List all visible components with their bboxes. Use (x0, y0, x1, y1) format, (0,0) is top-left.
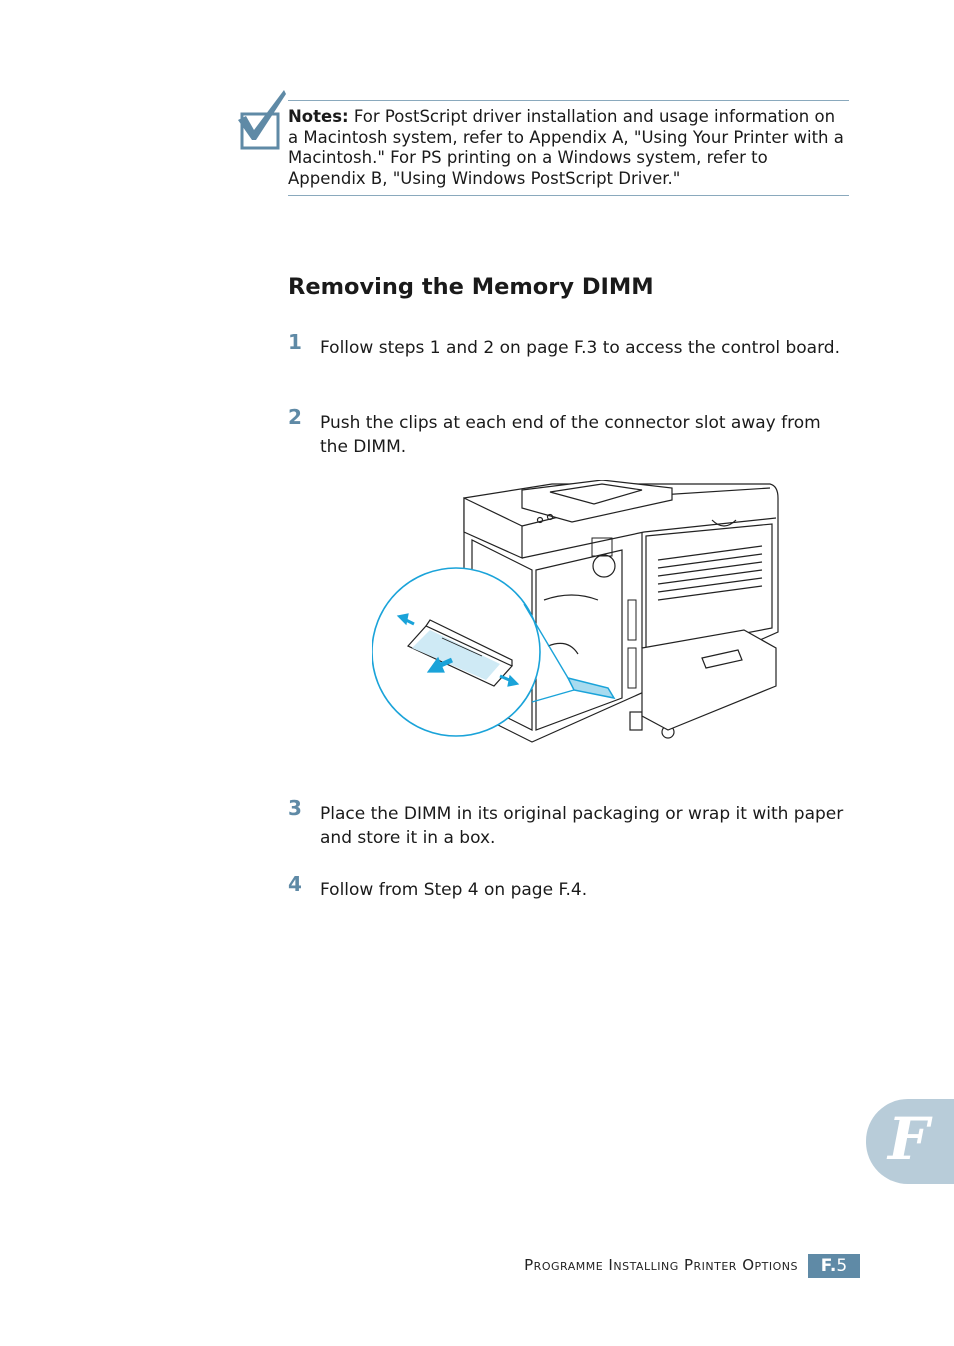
page-prefix: F. (820, 1256, 837, 1276)
step-3 (288, 796, 848, 850)
step-1 (288, 330, 848, 360)
step-text: Push the clips at each end of the connector slot away from the DIMM. (320, 413, 821, 457)
step-4 (288, 872, 848, 902)
printer-dimm-illustration (372, 480, 782, 750)
step-text: Place the DIMM in its original packaging or wrap it with paper and store it in a box. (320, 804, 844, 848)
step-number: 1 (288, 330, 302, 354)
step-2 (288, 405, 848, 459)
chapter-letter: F (888, 1105, 930, 1173)
step-number: 2 (288, 405, 302, 429)
chapter-tab (866, 1099, 954, 1184)
footer-chapter-title: Programme Installing Printer Options (524, 1256, 798, 1274)
notes-text (288, 107, 849, 189)
notes-body: For PostScript driver installation and usage information on a Macintosh system, refer to Appendix A, "Using Your Printer with a Macintosh." For PS printing on a Windows system, refer to Appendix B, "Using Windows PostScript Driver." (288, 107, 844, 188)
step-text: Follow from Step 4 on page F.4. (320, 880, 588, 900)
step-number: 3 (288, 796, 302, 820)
checkmark-note-icon (236, 88, 288, 154)
page-footer (0, 1254, 954, 1278)
notes-label: Notes: (288, 107, 349, 126)
step-number: 4 (288, 872, 302, 896)
step-text: Follow steps 1 and 2 on page F.3 to access the control board. (320, 338, 840, 358)
notes-box (288, 100, 849, 196)
section-title: Removing the Memory DIMM (288, 274, 654, 300)
page-number-badge (808, 1254, 860, 1278)
page-number: 5 (836, 1256, 848, 1276)
